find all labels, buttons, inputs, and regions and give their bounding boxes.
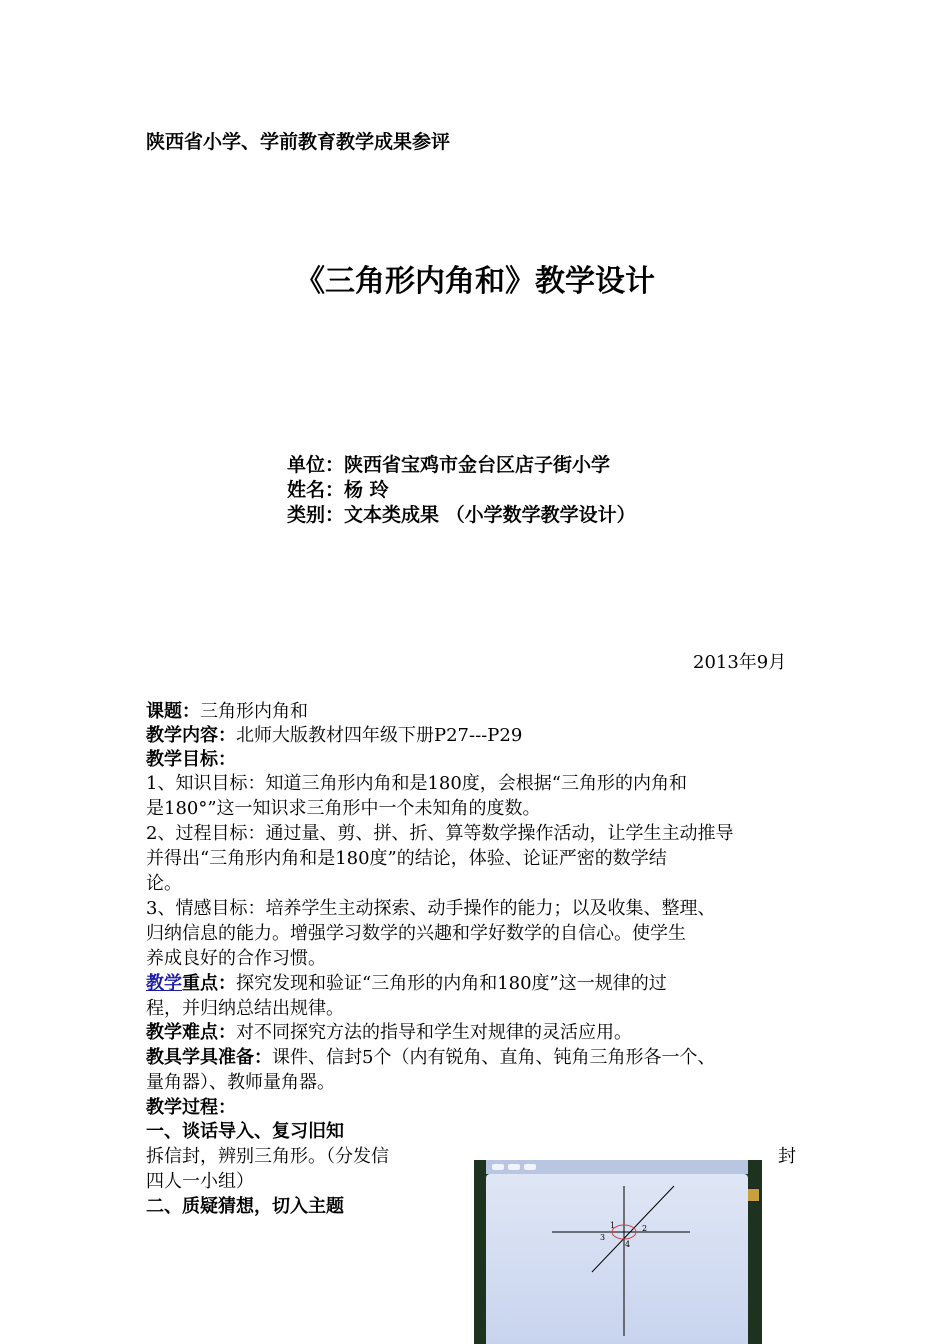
- courseware-slide-image: [474, 1160, 762, 1344]
- content-value: 北师大版教材四年级下册P27---P29: [236, 725, 523, 746]
- angle-label-4: 4: [625, 1240, 631, 1249]
- intersecting-lines-diagram: [486, 1174, 748, 1344]
- document-title: 《三角形内角和》教学设计: [295, 264, 655, 299]
- diagonal-line: [592, 1186, 674, 1272]
- tools-label: 教具学具准备：: [146, 1047, 272, 1068]
- slide-tab: [508, 1164, 520, 1170]
- key-label: 重点：: [182, 973, 236, 994]
- step1-line2: 四人一小组）: [146, 1171, 254, 1192]
- goal2-line1: 2、过程目标：通过量、剪、拼、折、算等数学操作活动，让学生主动推导: [146, 823, 734, 844]
- category-line: 类别：文本类成果 （小学数学教学设计）: [287, 504, 636, 526]
- topic-label: 课题：: [146, 701, 200, 722]
- content-line: [146, 724, 522, 748]
- unit-line: 单位：陕西省宝鸡市金台区店子街小学: [287, 454, 611, 476]
- goal3-line2: 归纳信息的能力。增强学习数学的兴趣和学好数学的自信心。使学生: [146, 923, 686, 944]
- slide-top-bar: [486, 1160, 748, 1174]
- step1-title: 一、谈话导入、复习旧知: [146, 1121, 344, 1142]
- step2-title: 二、质疑猜想，切入主题: [146, 1196, 344, 1217]
- slide-tab: [524, 1164, 536, 1170]
- key-line2: 程，并归纳总结出规律。: [146, 998, 344, 1019]
- slide-tab: [492, 1164, 504, 1170]
- tools-value: 课件、信封5个（内有锐角、直角、钝角三角形各一个、: [272, 1047, 716, 1068]
- topic-line: [146, 700, 308, 724]
- date: 2013年9月: [693, 652, 787, 673]
- goals-heading: 教学目标：: [146, 749, 236, 770]
- key-line1: [146, 972, 667, 996]
- content-label: 教学内容：: [146, 725, 236, 746]
- author-line: 姓名：杨 玲: [287, 479, 389, 501]
- step1-line1-end: 封: [778, 1146, 796, 1167]
- topic-value: 三角形内角和: [200, 701, 308, 722]
- slide-canvas: [486, 1174, 748, 1344]
- angle-label-3: 3: [600, 1233, 606, 1242]
- angle-label-1: 1: [610, 1221, 616, 1230]
- difficulty-line: [146, 1021, 632, 1045]
- header-line: 陕西省小学、学前教育教学成果参评: [146, 131, 451, 153]
- key-text: 探究发现和验证“三角形的内角和180度”这一规律的过: [236, 973, 667, 994]
- goal3-line1: 3、情感目标：培养学生主动探索、动手操作的能力；以及收集、整理、: [146, 898, 716, 919]
- goal2-line2: 并得出“三角形内角和是180度”的结论，体验、论证严密的数学结: [146, 848, 667, 869]
- goal1-line2: 是180°”这一知识求三角形中一个未知角的度数。: [146, 798, 541, 819]
- goal1-line1: 1、知识目标：知道三角形内角和是180度，会根据“三角形的内角和: [146, 773, 688, 794]
- process-heading: 教学过程：: [146, 1097, 236, 1118]
- key-link[interactable]: 教学: [146, 973, 182, 994]
- tools-line1: [146, 1046, 715, 1070]
- goal3-line3: 养成良好的合作习惯。: [146, 948, 326, 969]
- difficulty-value: 对不同探究方法的指导和学生对规律的灵活应用。: [236, 1022, 632, 1043]
- angle-label-2: 2: [642, 1224, 648, 1233]
- goal2-line3: 论。: [146, 873, 182, 894]
- difficulty-label: 教学难点：: [146, 1022, 236, 1043]
- tools-line2: 量角器）、教师量角器。: [146, 1072, 335, 1093]
- step1-line1: 拆信封，辨别三角形。（分发信: [146, 1146, 389, 1167]
